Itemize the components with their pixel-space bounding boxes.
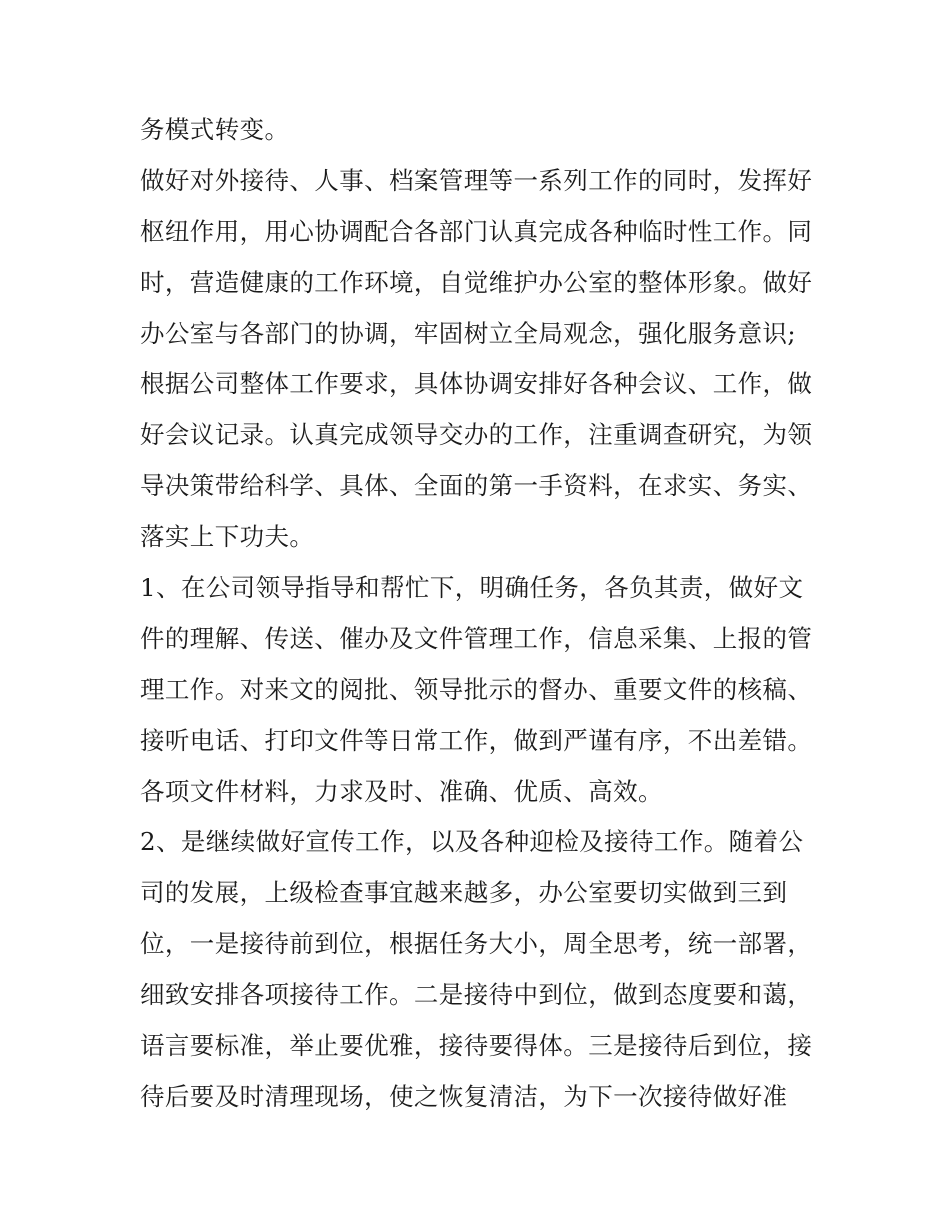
text-line: 各项文件材料，力求及时、准确、优质、高效。 — [140, 776, 663, 806]
text-line: 2、是继续做好宣传工作，以及各种迎检及接待工作。随着公 — [140, 827, 804, 857]
text-line: 办公室与各部门的协调，牢固树立全局观念，强化服务意识; — [140, 318, 797, 348]
text-line: 待后要及时清理现场，使之恢复清洁，为下一次接待做好准 — [140, 1081, 788, 1111]
text-line: 好会议记录。认真完成领导交办的工作，注重调查研究，为领 — [140, 420, 813, 450]
text-line: 语言要标准，举止要优雅，接待要得体。三是接待后到位，接 — [140, 1031, 813, 1061]
text-line: 细致安排各项接待工作。二是接待中到位，做到态度要和蔼， — [140, 980, 813, 1010]
text-line: 务模式转变。 — [140, 115, 290, 144]
text-line: 枢纽作用，用心协调配合各部门认真完成各种临时性工作。同 — [140, 216, 813, 246]
document-body — [140, 105, 820, 1123]
text-line: 司的发展，上级检查事宜越来越多，办公室要切实做到三到 — [140, 878, 788, 908]
text-line: 接听电话、打印文件等日常工作，做到严谨有序，不出差错。 — [140, 725, 813, 755]
text-line: 根据公司整体工作要求，具体协调安排好各种会议、工作，做 — [140, 369, 813, 399]
text-line: 位，一是接待前到位，根据任务大小，周全思考，统一部署， — [140, 929, 813, 959]
text-line: 1、在公司领导指导和帮忙下，明确任务，各负其责，做好文 — [140, 573, 804, 603]
text-line: 理工作。对来文的阅批、领导批示的督办、重要文件的核稿、 — [140, 674, 813, 704]
text-line: 件的理解、传送、催办及文件管理工作，信息采集、上报的管 — [140, 623, 813, 653]
text-line: 做好对外接待、人事、档案管理等一系列工作的同时，发挥好 — [140, 165, 813, 195]
text-line: 导决策带给科学、具体、全面的第一手资料，在求实、务实、 — [140, 471, 813, 501]
text-line: 落实上下功夫。 — [140, 522, 315, 552]
text-line: 时，营造健康的工作环境，自觉维护办公室的整体形象。做好 — [140, 267, 813, 297]
